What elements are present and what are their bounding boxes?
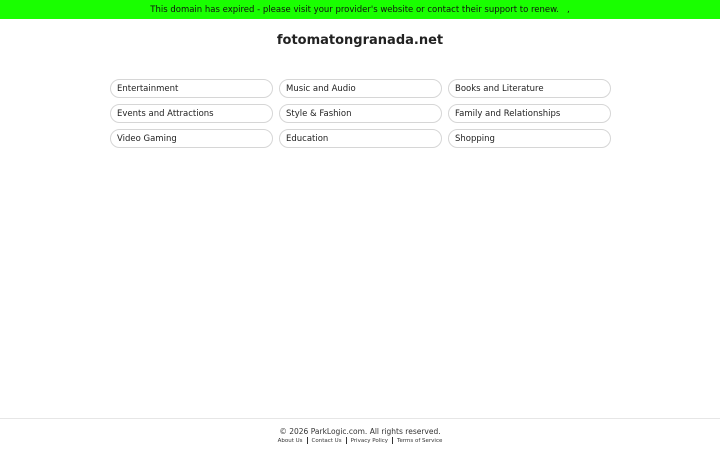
category-entertainment[interactable]: Entertainment [110,79,273,98]
category-style-and-fashion[interactable]: Style & Fashion [279,104,442,123]
expired-domain-banner [0,0,720,19]
category-shopping[interactable]: Shopping [448,129,611,148]
banner-text: This domain has expired - please visit your provider's website or contact their support to renew. [150,4,559,15]
footer-link-privacy-policy[interactable]: Privacy Policy [350,437,389,444]
footer-link-contact-us[interactable]: Contact Us [311,437,342,444]
domain-title: fotomatongranada.net [276,33,444,48]
footer-link-terms-of-service[interactable]: Terms of Service [397,437,443,444]
category-grid [110,79,610,148]
category-video-gaming[interactable]: Video Gaming [110,129,273,148]
banner-trailing-mark: , [567,4,570,15]
category-education[interactable]: Education [279,129,442,148]
copyright-text: © 2026 ParkLogic.com. All rights reserved. [279,427,441,436]
footer-links [0,437,720,444]
category-events-and-attractions[interactable]: Events and Attractions [110,104,273,123]
category-music-and-audio[interactable]: Music and Audio [279,79,442,98]
category-family-and-relationships[interactable]: Family and Relationships [448,104,611,123]
category-books-and-literature[interactable]: Books and Literature [448,79,611,98]
footer [0,418,720,450]
footer-link-about-us[interactable]: About Us [277,437,303,444]
